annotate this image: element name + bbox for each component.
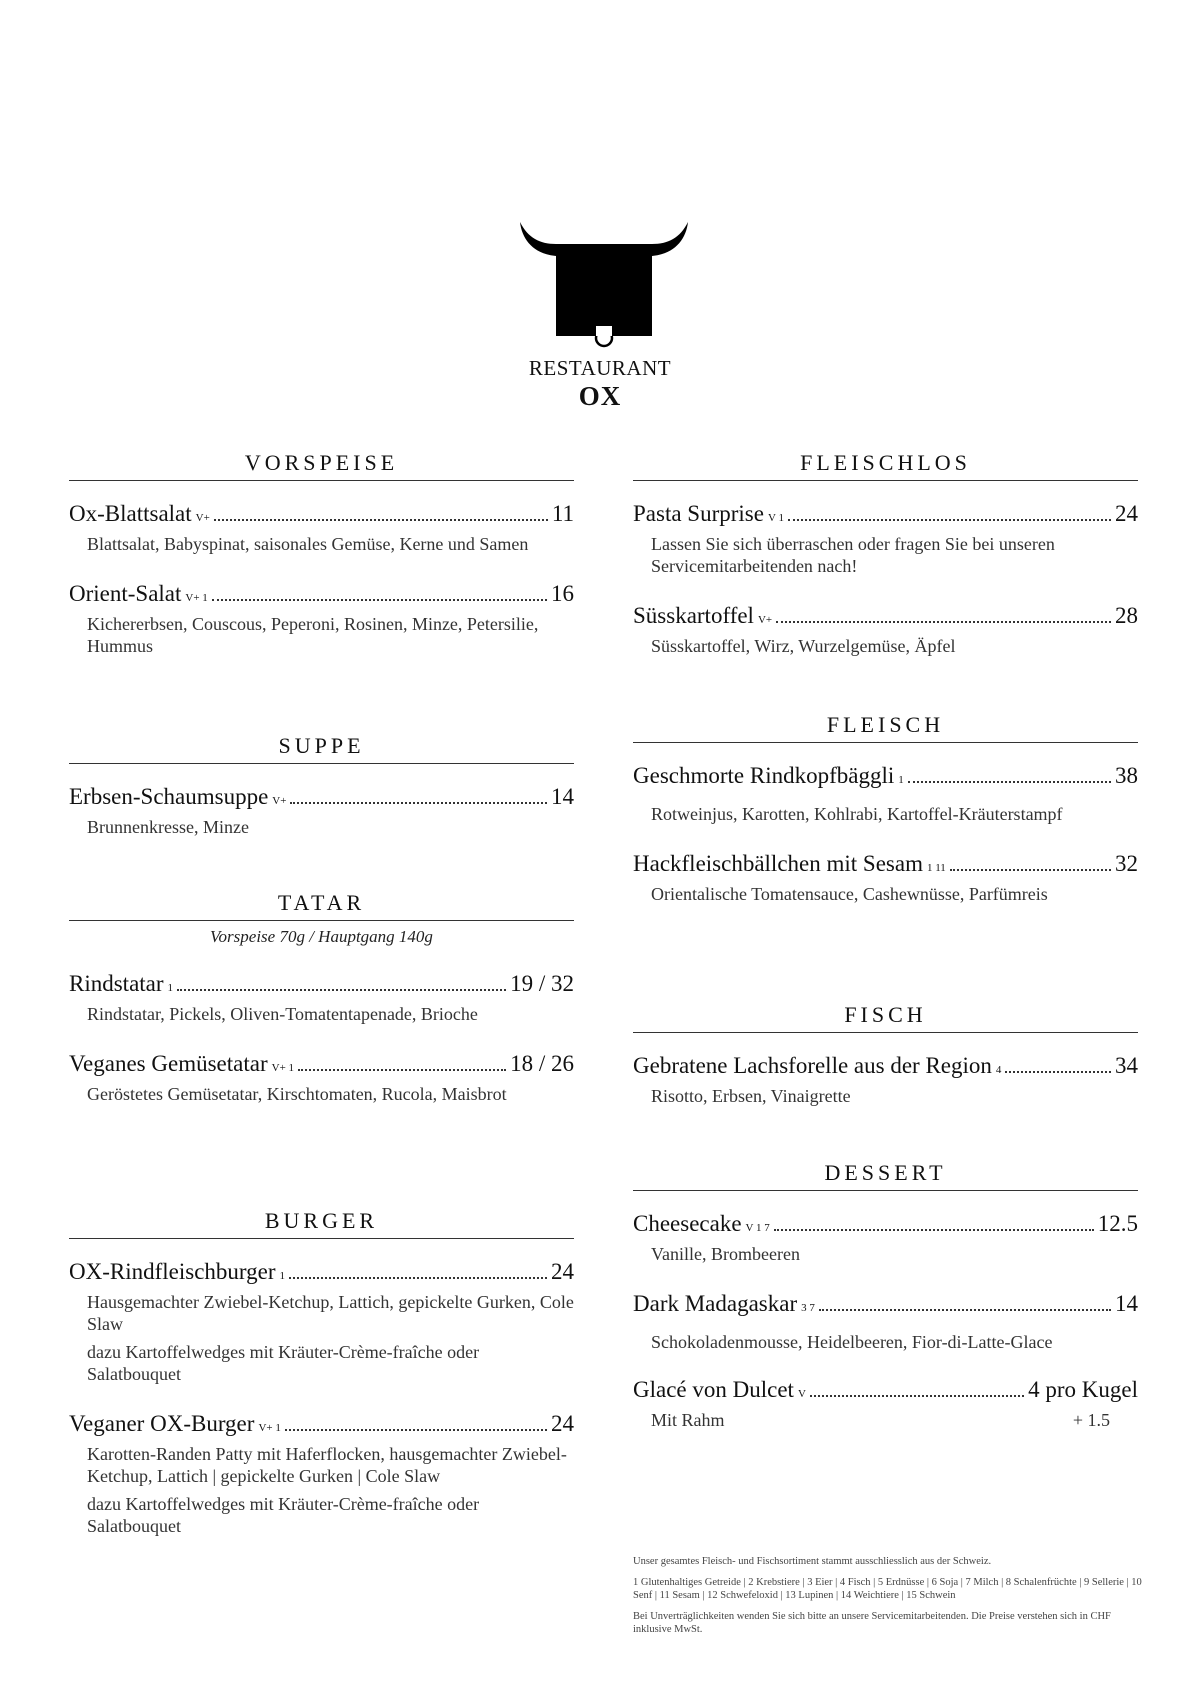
section-title: VORSPEISE xyxy=(69,450,574,481)
item-price: 38 xyxy=(1115,763,1138,788)
item-price: 19 / 32 xyxy=(510,971,574,996)
menu-item xyxy=(633,499,1138,577)
item-name: Gebratene Lachsforelle aus der Region xyxy=(633,1053,992,1078)
menu-item xyxy=(633,1289,1138,1353)
ox-head-logo-icon xyxy=(518,218,690,348)
item-name: Erbsen-Schaumsuppe xyxy=(69,784,269,809)
leader-dots xyxy=(298,1069,506,1071)
brand-name: RESTAURANT xyxy=(528,356,672,380)
item-description-row xyxy=(651,1409,1110,1431)
leader-dots xyxy=(290,802,547,804)
item-tag: V+ xyxy=(272,795,287,807)
leader-dots xyxy=(774,1229,1094,1231)
item-side-description: dazu Kartoffelwedges mit Kräuter-Crème-fraîche oder Salatbouquet xyxy=(87,1494,480,1536)
section-fisch xyxy=(633,1002,1138,1107)
item-name: Cheesecake xyxy=(633,1211,742,1236)
leader-dots xyxy=(212,599,547,601)
item-description: Karotten-Randen Patty mit Haferflocken, hausgemachter Zwiebel-Ketchup, Lattich | gepickelte Gurken | Cole Slaw xyxy=(87,1444,567,1486)
item-name: Hackfleischbällchen mit Sesam xyxy=(633,851,923,876)
item-description: Brunnenkresse, Minze xyxy=(87,817,249,837)
item-description: Hausgemachter Zwiebel-Ketchup, Lattich, gepickelte Gurken, Cole Slaw xyxy=(87,1292,574,1334)
price-note: Bei Unverträglichkeiten wenden Sie sich bitte an unsere Servicemitarbeitenden. Die Preise verstehen sich in CHF inklusive MwSt. xyxy=(633,1611,1111,1635)
item-tag: V+ xyxy=(757,614,773,626)
section-note: Vorspeise 70g / Hauptgang 140g xyxy=(210,927,433,946)
item-price: 34 xyxy=(1115,1053,1138,1078)
item-name: Süsskartoffel xyxy=(633,603,754,628)
menu-item xyxy=(69,969,574,1025)
item-tag: V+ xyxy=(195,512,210,524)
section-vorspeise xyxy=(69,450,574,657)
item-price: 14 xyxy=(1115,1291,1138,1316)
section-fleischlos xyxy=(633,450,1138,657)
section-fleisch xyxy=(633,712,1138,905)
section-dessert xyxy=(633,1160,1138,1431)
item-description: Süsskartoffel, Wirz, Wurzelgemüse, Äpfel xyxy=(651,636,956,656)
item-description: Orientalische Tomatensauce, Cashewnüsse, Parfümreis xyxy=(651,884,1048,904)
leader-dots xyxy=(1005,1071,1111,1073)
item-name: Dark Madagaskar xyxy=(633,1291,798,1316)
item-price: 16 xyxy=(551,581,574,606)
item-name: Pasta Surprise xyxy=(633,501,764,526)
section-title: BURGER xyxy=(69,1208,574,1239)
item-tag: 1 xyxy=(898,774,904,786)
section-title: FLEISCH xyxy=(633,712,1138,743)
item-description: Rindstatar, Pickels, Oliven-Tomatentapenade, Brioche xyxy=(87,1004,478,1024)
item-price: 24 xyxy=(551,1259,574,1284)
item-price: 32 xyxy=(1115,851,1138,876)
item-price: 24 xyxy=(551,1411,574,1436)
item-tag: 4 xyxy=(995,1064,1002,1076)
leader-dots xyxy=(177,989,506,991)
menu-item xyxy=(633,849,1138,905)
menu-item xyxy=(633,601,1138,657)
item-description: Risotto, Erbsen, Vinaigrette xyxy=(651,1086,851,1106)
item-name: Rindstatar xyxy=(69,971,164,996)
leader-dots xyxy=(950,869,1111,871)
section-tatar xyxy=(69,890,574,1105)
item-tag: V 1 7 xyxy=(745,1222,770,1234)
section-burger xyxy=(69,1208,574,1537)
leader-dots xyxy=(810,1395,1024,1397)
item-price: 4 pro Kugel xyxy=(1028,1377,1138,1402)
item-tag: V+ 1 xyxy=(185,592,208,604)
item-price: 14 xyxy=(551,784,574,809)
section-title: FLEISCHLOS xyxy=(633,450,1138,481)
menu-item xyxy=(69,579,574,657)
item-price: 24 xyxy=(1115,501,1138,526)
item-name: Ox-Blattsalat xyxy=(69,501,192,526)
item-tag: V xyxy=(797,1388,806,1400)
item-description: Blattsalat, Babyspinat, saisonales Gemüse, Kerne und Samen xyxy=(87,534,529,554)
item-price: 11 xyxy=(551,501,574,526)
item-extra-price: + 1.5 xyxy=(1072,1410,1110,1430)
item-tag: 1 xyxy=(167,982,174,994)
item-name: Veganes Gemüsetatar xyxy=(69,1051,268,1076)
menu-item xyxy=(69,1257,574,1385)
menu-item xyxy=(69,1409,574,1537)
menu-item xyxy=(69,782,574,838)
section-title: SUPPE xyxy=(69,733,574,764)
allergen-legend: 1 Glutenhaltiges Getreide | 2 Krebstiere | 3 Eier | 4 Fisch | 5 Erdnüsse | 6 Soja | 7 Milch | 8 Schalenfrüchte | 9 Sellerie | 10 Senf | 11 Sesam | 12 Schwefeloxid | 13 Lupinen | 14 Weichtiere | 15 Schwein xyxy=(633,1577,1142,1601)
leader-dots xyxy=(788,519,1111,521)
leader-dots xyxy=(908,781,1111,783)
item-name: Glacé von Dulcet xyxy=(633,1377,794,1402)
section-title: TATAR xyxy=(69,890,574,921)
item-tag: 3 7 xyxy=(801,1302,815,1314)
item-description: Rotweinjus, Karotten, Kohlrabi, Kartoffel-Kräuterstampf xyxy=(651,804,1063,824)
menu-item xyxy=(633,1051,1138,1107)
leader-dots xyxy=(776,621,1111,623)
leader-dots xyxy=(285,1429,547,1431)
leader-dots xyxy=(819,1309,1111,1311)
item-description: Geröstetes Gemüsetatar, Kirschtomaten, Rucola, Maisbrot xyxy=(87,1084,507,1104)
item-description: Vanille, Brombeeren xyxy=(651,1244,800,1264)
item-tag: V 1 xyxy=(767,512,784,524)
item-name: OX-Rindfleischburger xyxy=(69,1259,276,1284)
item-tag: 1 xyxy=(279,1270,286,1282)
item-name: Orient-Salat xyxy=(69,581,182,606)
item-name: Veganer OX-Burger xyxy=(69,1411,255,1436)
item-description: Mit Rahm xyxy=(651,1410,725,1430)
item-tag: V+ 1 xyxy=(258,1422,281,1434)
leader-dots xyxy=(289,1277,547,1279)
menu-item xyxy=(69,499,574,555)
footer-notes xyxy=(633,1555,1143,1644)
menu-item xyxy=(69,1049,574,1105)
item-price: 12.5 xyxy=(1097,1211,1138,1236)
item-tag: 1 11 xyxy=(926,862,946,874)
brand-mark: OX xyxy=(578,381,622,411)
leader-dots xyxy=(214,519,548,521)
section-title: FISCH xyxy=(633,1002,1138,1033)
item-description: Kichererbsen, Couscous, Peperoni, Rosinen, Minze, Petersilie, Hummus xyxy=(87,614,539,656)
section-suppe xyxy=(69,733,574,838)
item-description: Lassen Sie sich überraschen oder fragen Sie bei unseren Servicemitarbeitenden nach! xyxy=(651,534,1055,576)
item-price: 28 xyxy=(1115,603,1138,628)
item-side-description: dazu Kartoffelwedges mit Kräuter-Crème-fraîche oder Salatbouquet xyxy=(87,1342,480,1384)
origin-note: Unser gesamtes Fleisch- und Fischsortiment stammt ausschliesslich aus der Schweiz. xyxy=(633,1556,992,1567)
menu-item xyxy=(633,761,1138,825)
item-description: Schokoladenmousse, Heidelbeeren, Fior-di-Latte-Glace xyxy=(651,1332,1053,1352)
item-tag: V+ 1 xyxy=(271,1062,295,1074)
item-name: Geschmorte Rindkopfbäggli xyxy=(633,763,895,788)
menu-item xyxy=(633,1375,1138,1431)
section-title: DESSERT xyxy=(633,1160,1138,1191)
item-price: 18 / 26 xyxy=(510,1051,574,1076)
menu-item xyxy=(633,1209,1138,1265)
